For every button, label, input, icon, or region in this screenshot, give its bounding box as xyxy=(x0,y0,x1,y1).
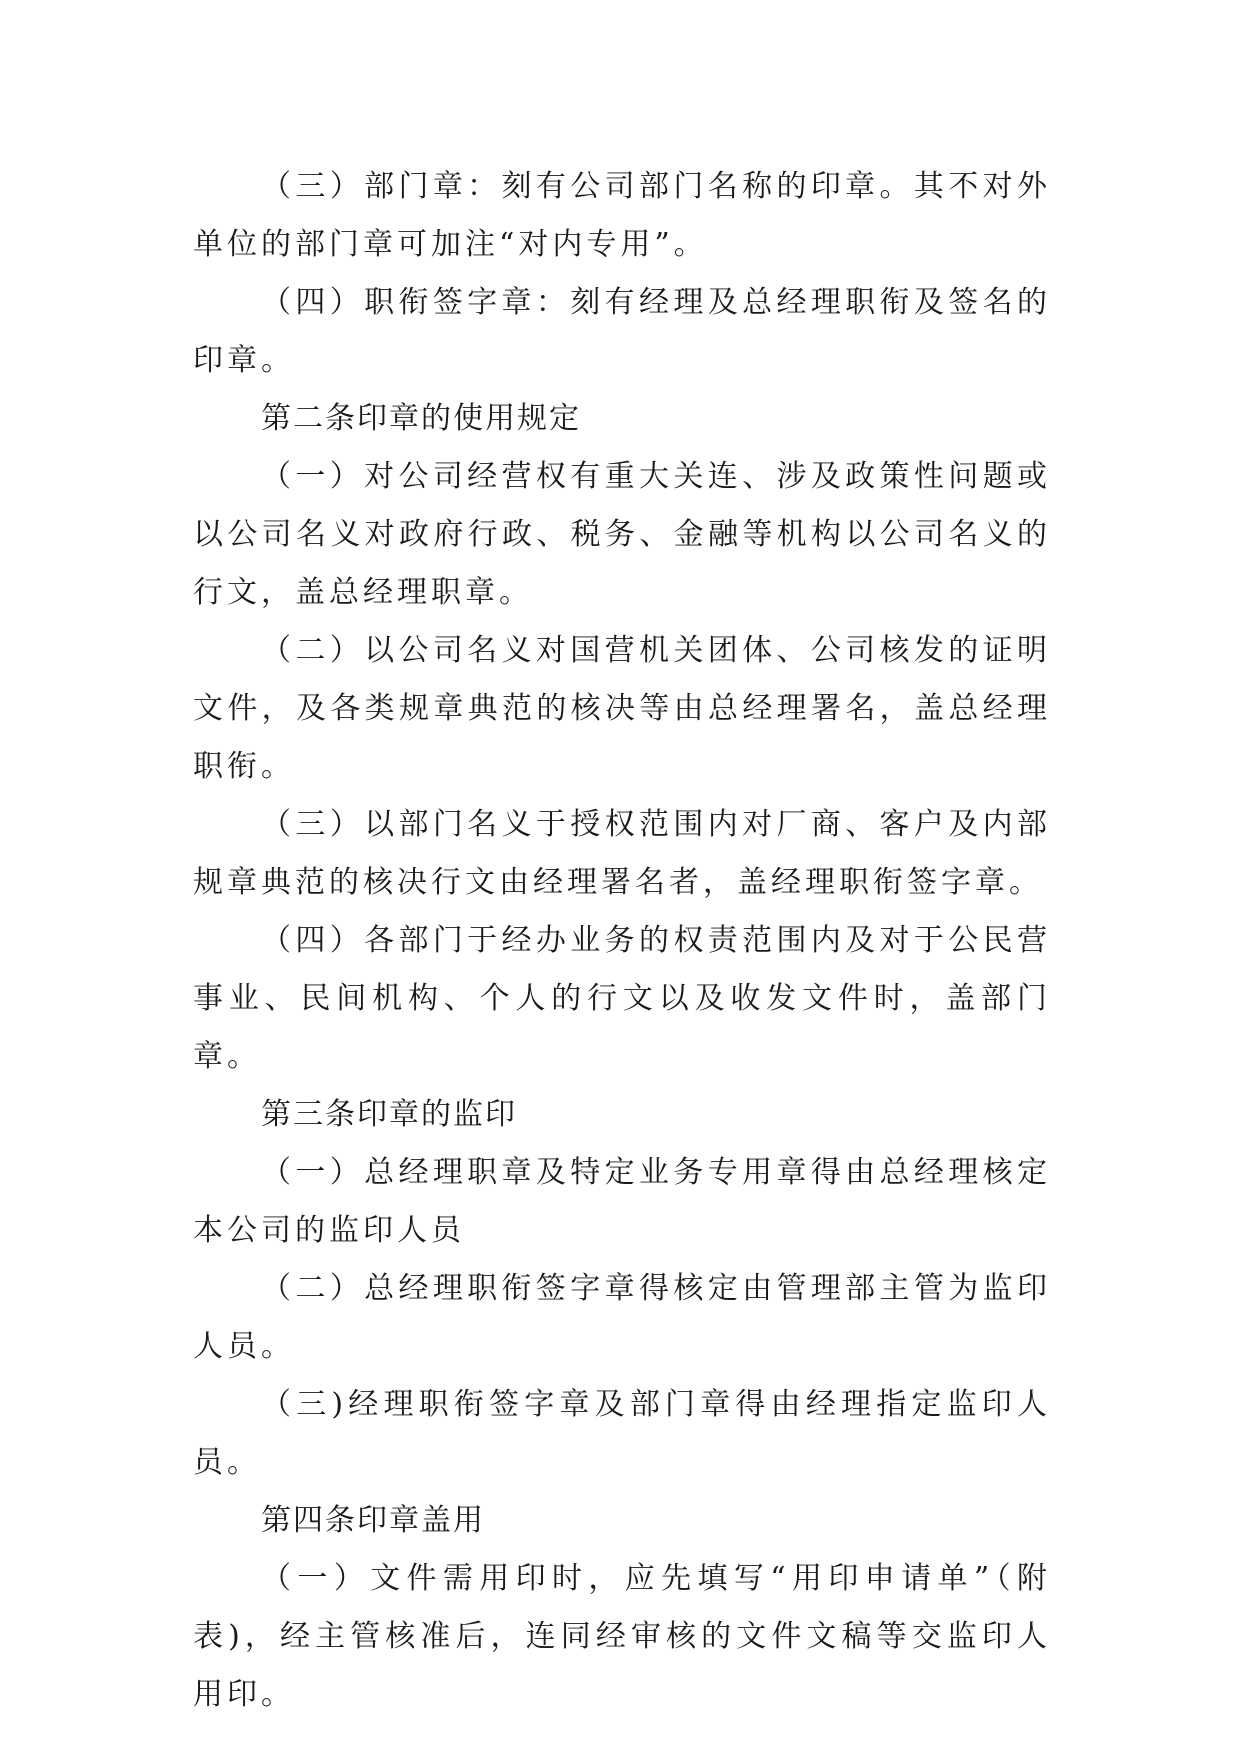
article-2-heading: 第二条印章的使用规定 xyxy=(261,401,581,436)
paragraph-article-2-item-4: （四）各部门于经办业务的权责范围内及对于公民营事业、民间机构、个人的行文以及收发文件时，盖部门章。 xyxy=(193,923,1051,1074)
document-body xyxy=(193,158,1051,1724)
paragraph-article-3-item-3: （三)经理职衔签字章及部门章得由经理指定监印人员。 xyxy=(193,1387,1051,1480)
paragraph-article-3-item-2: （二）总经理职衔签字章得核定由管理部主管为监印人员。 xyxy=(193,1271,1051,1364)
paragraph-article-4-item-1: （一）文件需用印时，应先填写“用印申请单”（附表)，经主管核准后，连同经审核的文件文稿等交监印人用印。 xyxy=(193,1561,1051,1712)
paragraph-article-3-item-1: （一）总经理职章及特定业务专用章得由总经理核定本公司的监印人员 xyxy=(193,1155,1051,1248)
article-3-heading: 第三条印章的监印 xyxy=(261,1097,517,1132)
article-4-heading: 第四条印章盖用 xyxy=(261,1503,485,1538)
paragraph-article-2-item-3: （三）以部门名义于授权范围内对厂商、客户及内部规章典范的核决行文由经理署名者，盖经理职衔签字章。 xyxy=(193,807,1051,900)
paragraph-title-signature-seal: （四）职衔签字章：刻有经理及总经理职衔及签名的印章。 xyxy=(193,285,1051,378)
paragraph-department-seal: （三）部门章：刻有公司部门名称的印章。其不对外单位的部门章可加注“对内专用”。 xyxy=(193,169,1051,262)
paragraph-article-2-item-2: （二）以公司名义对国营机关团体、公司核发的证明文件，及各类规章典范的核决等由总经理署名，盖总经理职衔。 xyxy=(193,633,1051,784)
paragraph-article-2-item-1: （一）对公司经营权有重大关连、涉及政策性问题或以公司名义对政府行政、税务、金融等机构以公司名义的行文，盖总经理职章。 xyxy=(193,459,1051,610)
